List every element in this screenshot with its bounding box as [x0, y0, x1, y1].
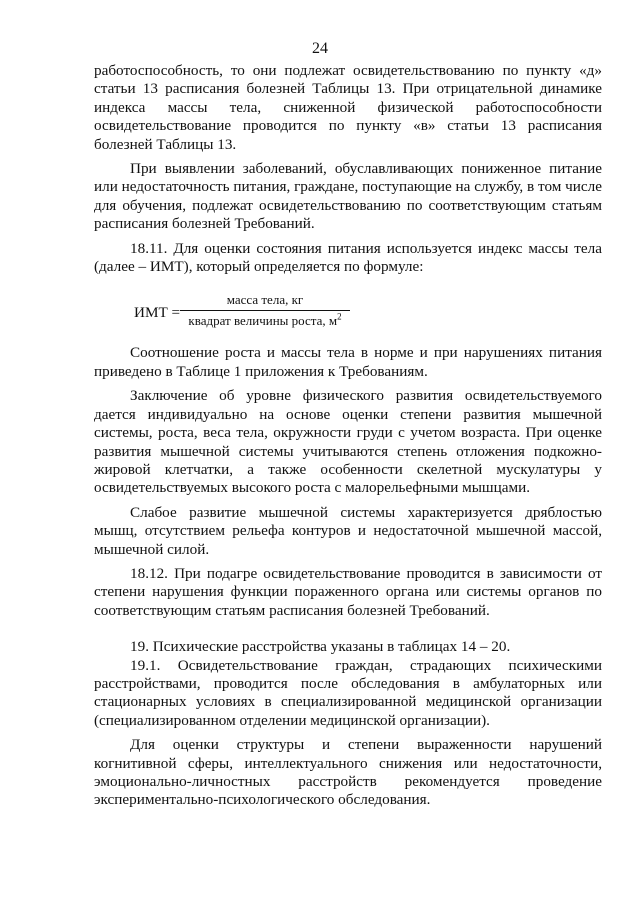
bmi-formula — [94, 288, 602, 340]
paragraph-cognitive: Для оценки структуры и степени выраженности нарушений когнитивной сферы, интеллектуального снижения или недостаточности, эмоционально-личностных расстройств рекомендуется проведение экспериментально-психологического обследования. — [94, 736, 602, 809]
paragraph-weak-muscles: Слабое развитие мышечной системы характеризуется дряблостью мышц, отсутствием рельефа контуров и недостаточной мышечной массой, мышечной силой. — [94, 503, 602, 558]
paragraph-19: 19. Психические расстройства указаны в таблицах 14 – 20. — [130, 638, 511, 656]
formula-denominator — [180, 311, 350, 329]
formula-denominator-text: квадрат величины роста, м — [188, 313, 338, 329]
paragraph-physical-development: Заключение об уровне физического развития освидетельствуемого дается индивидуально на основе оценки степени развития мышечной системы, роста, веса тела, окружности груди с учетом возраста. При оценке развития мышечной системы учитываются степень отложения подкожно-жировой клетчатки, а также особенности скелетной мускулатуры у освидетельствуемых высокого роста с малорельефными мышцами. — [94, 387, 602, 497]
paragraph-continuation: работоспособность, то они подлежат освидетельствованию по пункту «д» статьи 13 расписания болезней Таблицы 13. При отрицательной динамике индекса массы тела, сниженной физической работоспособности освидетельствование проводится по пункту «в» статьи 13 расписания болезней Таблицы 13. — [94, 62, 602, 153]
formula-fraction — [180, 292, 350, 329]
formula-numerator: масса тела, кг — [226, 292, 304, 308]
paragraph-18-11: 18.11. Для оценки состояния питания используется индекс массы тела (далее – ИМТ), который определяется по формуле: — [94, 239, 602, 276]
paragraph-nutrition-diseases: При выявлении заболеваний, обуславливающих пониженное питание или недостаточность питания, граждане, поступающие на службу, в том числе для обучения, подлежат освидетельствованию по соответствующим статьям расписания болезней Требований. — [94, 160, 602, 233]
paragraph-height-weight: Соотношение роста и массы тела в норме и при нарушениях питания приведено в Таблице 1 приложения к Требованиям. — [94, 344, 602, 380]
formula-exponent: 2 — [337, 312, 342, 323]
paragraph-19-1: 19.1. Освидетельствование граждан, страдающих психическими расстройствами, проводится после обследования в амбулаторных или стационарных условиях в специализированной медицинской организации (специализированном отделении медицинской организации). — [94, 656, 602, 729]
formula-lhs: ИМТ = — [134, 304, 181, 322]
paragraph-18-12: 18.12. При подагре освидетельствование проводится в зависимости от степени нарушения функции пораженного органа или системы органов по соответствующим статьям расписания болезней Требований. — [94, 564, 602, 619]
page-number: 24 — [312, 40, 328, 57]
document-body — [94, 62, 602, 810]
